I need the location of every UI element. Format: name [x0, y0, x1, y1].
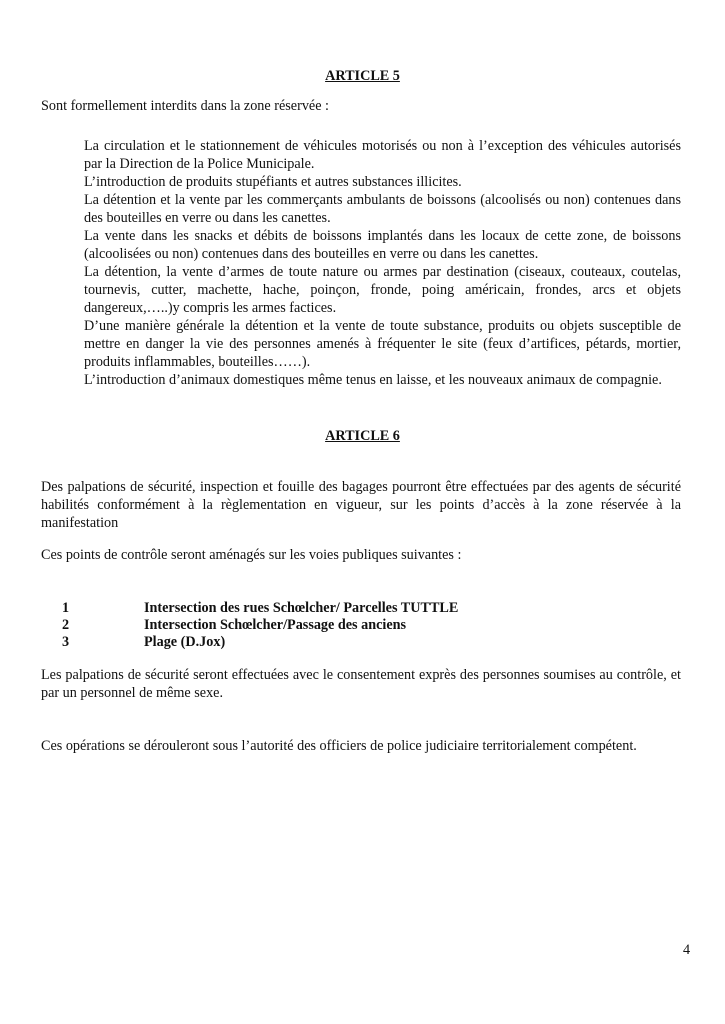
- prohibition-item: La détention et la vente par les commerçants ambulants de boissons (alcoolisés ou non) contenues dans des bouteilles en verre ou dans les canettes.: [84, 192, 681, 226]
- prohibition-item: La circulation et le stationnement de véhicules motorisés ou non à l’exception des véhicules autorisés par la Direction de la Police Municipale.: [84, 138, 681, 172]
- prohibition-item: La vente dans les snacks et débits de boissons implantés dans les locaux de cette zone, de boissons (alcoolisées ou non) contenues dans des bouteilles en verre ou dans les canettes.: [84, 228, 681, 262]
- checkpoint-number: 3: [62, 634, 70, 650]
- checkpoint-list: [62, 599, 458, 650]
- checkpoint-row: [62, 599, 458, 616]
- prohibition-item: L’introduction de produits stupéfiants et autres substances illicites.: [84, 174, 462, 190]
- checkpoint-row: [62, 633, 458, 650]
- article-6-heading: ARTICLE 6: [325, 428, 400, 444]
- article-6-paragraph-4: Ces opérations se dérouleront sous l’autorité des officiers de police judiciaire territorialement compétent.: [41, 738, 637, 754]
- checkpoint-label: Intersection des rues Schœlcher/ Parcelles TUTTLE: [144, 600, 459, 616]
- checkpoint-row: [62, 616, 458, 633]
- article-5-prohibitions-list: [84, 137, 681, 389]
- article-6-paragraph-2: Ces points de contrôle seront aménagés sur les voies publiques suivantes :: [41, 547, 462, 563]
- page-number: 4: [683, 942, 691, 958]
- article-6-paragraph-1: Des palpations de sécurité, inspection et fouille des bagages pourront être effectuées par des agents de sécurité habilités conformément à la règlementation en vigueur, sur les points d’accès à la zone réservée à la manifestation: [41, 479, 681, 531]
- checkpoint-number: 2: [62, 617, 70, 633]
- checkpoint-number: 1: [62, 600, 70, 616]
- article-5-intro: Sont formellement interdits dans la zone réservée :: [41, 98, 329, 114]
- article-5-heading: ARTICLE 5: [325, 68, 400, 84]
- prohibition-item: D’une manière générale la détention et la vente de toute substance, produits ou objets susceptible de mettre en danger la vie des personnes amenés à fréquenter le site (feux d’artifices, pétards, mortier, produits inflammables, bouteilles……).: [84, 318, 681, 370]
- article-6-paragraph-3: Les palpations de sécurité seront effectuées avec le consentement exprès des personnes soumises au contrôle, et par un personnel de même sexe.: [41, 667, 681, 701]
- checkpoint-label: Intersection Schœlcher/Passage des anciens: [144, 617, 407, 633]
- checkpoint-label: Plage (D.Jox): [144, 634, 226, 650]
- prohibition-item: L’introduction d’animaux domestiques même tenus en laisse, et les nouveaux animaux de compagnie.: [84, 372, 662, 388]
- prohibition-item: La détention, la vente d’armes de toute nature ou armes par destination (ciseaux, couteaux, coutelas, tournevis, cutter, machette, hache, poinçon, fronde, poing américain, frondes, arcs et objets dangereux,…..)y compris les armes factices.: [84, 264, 681, 316]
